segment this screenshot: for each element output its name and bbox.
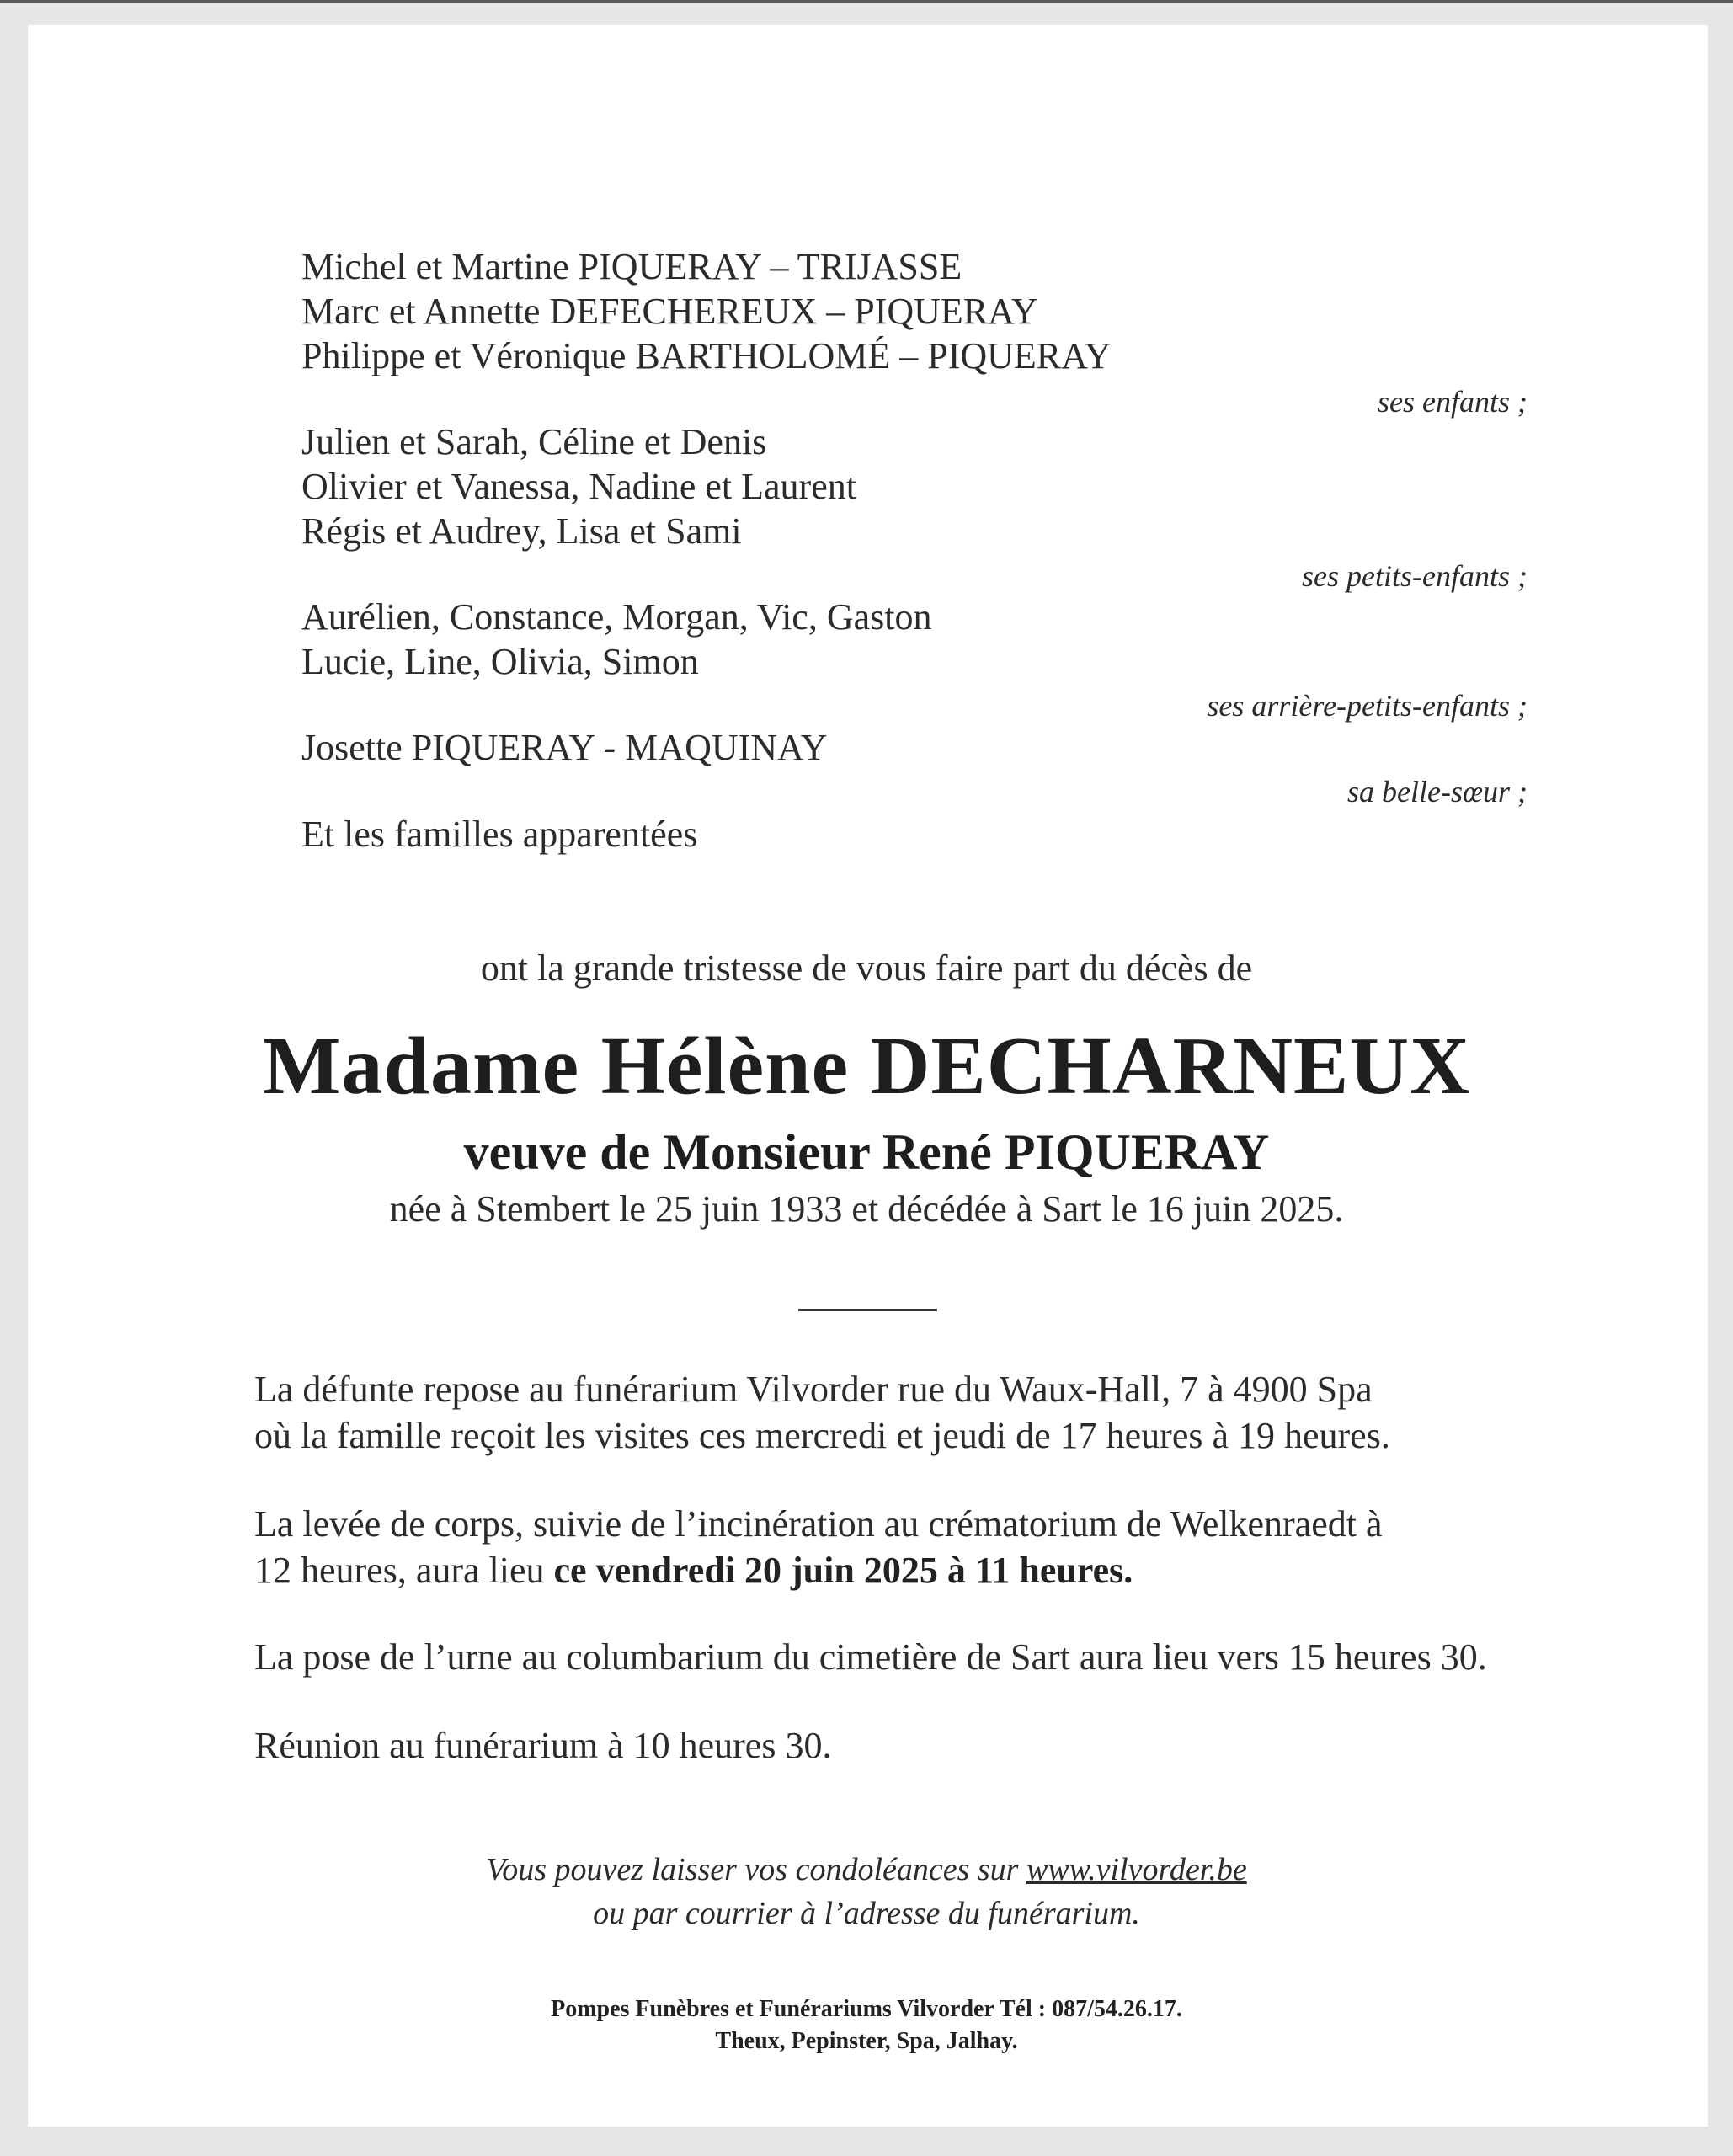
section-divider	[798, 1309, 937, 1311]
condolences-website-link[interactable]: www.vilvorder.be	[1026, 1852, 1247, 1887]
grandchild-line-2: Olivier et Vanessa, Nadine et Laurent	[301, 466, 856, 507]
sister-in-law-line: Josette PIQUERAY - MAQUINAY	[301, 727, 828, 768]
visitation-paragraph	[254, 1366, 1390, 1459]
related-families-line: Et les familles apparentées	[301, 814, 698, 855]
condolences-line-1	[0, 1851, 1733, 1888]
role-great-grandchildren: ses arrière-petits-enfants ;	[1207, 689, 1528, 723]
ceremony-paragraph	[254, 1501, 1383, 1593]
role-children: ses enfants ;	[1378, 385, 1528, 419]
role-sister-in-law: sa belle-sœur ;	[1347, 775, 1528, 808]
deceased-name: Madame Hélène DECHARNEUX	[263, 1021, 1470, 1112]
great-grandchild-line-2: Lucie, Line, Olivia, Simon	[301, 641, 699, 682]
ceremony-line-1: La levée de corps, suivie de l’incinération au crématorium de Welkenraedt à	[254, 1503, 1383, 1545]
child-line-3: Philippe et Véronique BARTHOLOMÉ – PIQUERAY	[301, 335, 1112, 376]
ceremony-date-bold: ce vendredi 20 juin 2025 à 11 heures.	[553, 1550, 1133, 1591]
visitation-line-1: La défunte repose au funérarium Vilvorder rue du Waux-Hall, 7 à 4900 Spa	[254, 1369, 1373, 1410]
condolences-text: Vous pouvez laisser vos condoléances sur	[486, 1852, 1026, 1887]
grandchild-line-3: Régis et Audrey, Lisa et Sami	[301, 510, 742, 552]
grandchild-line-1: Julien et Sarah, Céline et Denis	[301, 421, 767, 462]
footer-locations-line: Theux, Pepinster, Spa, Jalhay.	[715, 2028, 1018, 2054]
role-grandchildren: ses petits-enfants ;	[1302, 559, 1528, 593]
ceremony-line-2	[254, 1547, 1383, 1593]
footer-company-line: Pompes Funèbres et Funérariums Vilvorder Tél : 087/54.26.17.	[551, 1996, 1182, 2022]
condolences-line-2: ou par courrier à l’adresse du funérarium.	[593, 1896, 1140, 1931]
great-grandchild-line-1: Aurélien, Constance, Morgan, Vic, Gaston	[301, 596, 932, 638]
visitation-line-2: où la famille reçoit les visites ces mercredi et jeudi de 17 heures à 19 heures.	[254, 1415, 1390, 1456]
meeting-paragraph: Réunion au funérarium à 10 heures 30.	[254, 1725, 832, 1766]
top-border	[0, 0, 1733, 3]
child-line-2: Marc et Annette DEFECHEREUX – PIQUERAY	[301, 291, 1038, 332]
birth-death-dates: née à Stembert le 25 juin 1933 et décédée à Sart le 16 juin 2025.	[389, 1188, 1344, 1230]
child-line-1: Michel et Martine PIQUERAY – TRIJASSE	[301, 246, 962, 287]
widow-of-line: veuve de Monsieur René PIQUERAY	[463, 1124, 1270, 1180]
announcement-text: ont la grande tristesse de vous faire part du décès de	[480, 947, 1253, 989]
urn-paragraph: La pose de l’urne au columbarium du cimetière de Sart aura lieu vers 15 heures 30.	[254, 1636, 1487, 1678]
ceremony-line-2-text: 12 heures, aura lieu	[254, 1550, 554, 1591]
